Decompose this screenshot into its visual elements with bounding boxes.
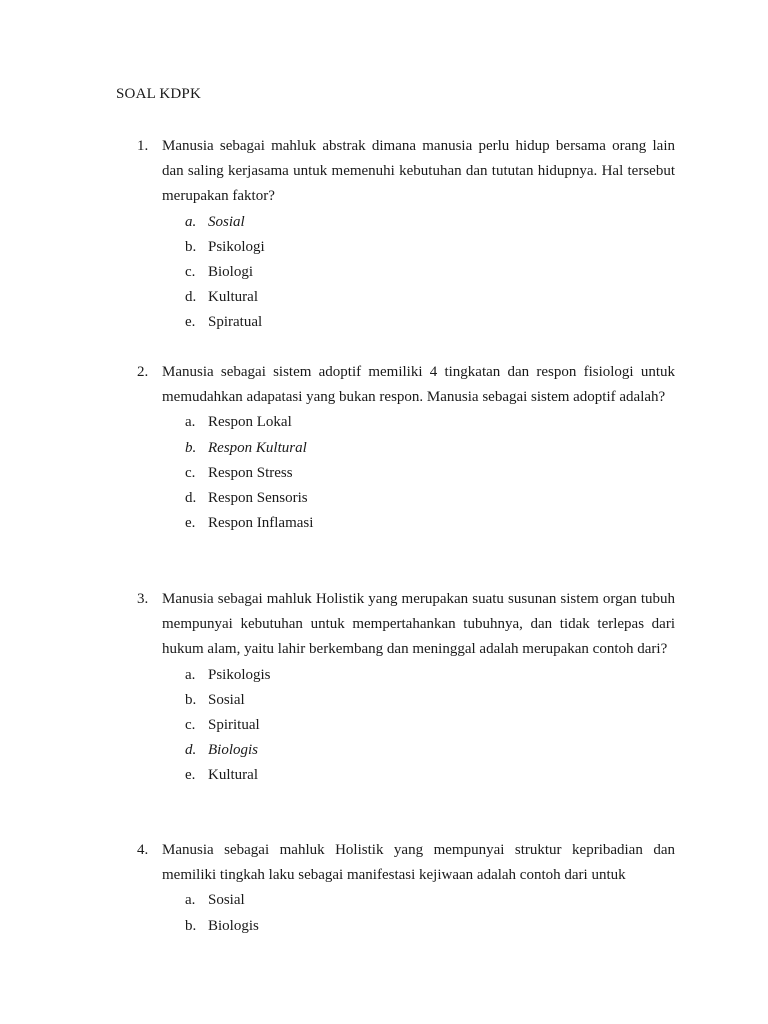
- option-item: [185, 763, 675, 788]
- option-text: Spiratual: [208, 314, 263, 331]
- option-text: Spiritual: [208, 716, 260, 733]
- option-letter: b.: [185, 917, 197, 934]
- option-text: Psikologi: [208, 238, 265, 255]
- option-letter: d.: [185, 489, 197, 506]
- option-item: [185, 914, 675, 939]
- question-text: Manusia sebagai sistem adoptif memiliki 4 tingkatan dan respon fisiologi untuk memudahkan adapatasi yang bukan respon. Manusia sebagai sistem adoptif adalah?: [162, 364, 675, 406]
- question-text: Manusia sebagai mahluk Holistik yang merupakan suatu susunan sistem organ tubuh mempunyai kebutuhan untuk mempertahankan tubuhnya, dan tidak terlepas dari hukum alam, yaitu lahir berkembang dan meninggal adalah merupakan contoh dari?: [162, 591, 675, 658]
- option-letter: e.: [185, 314, 196, 331]
- option-letter: b.: [185, 691, 197, 708]
- option-item: [185, 210, 675, 235]
- option-text: Biologis: [208, 917, 259, 934]
- option-letter: b.: [185, 439, 197, 456]
- option-letter: a.: [185, 414, 196, 431]
- option-text: Respon Stress: [208, 464, 293, 481]
- option-text: Respon Lokal: [208, 414, 292, 431]
- option-text: Sosial: [208, 691, 245, 708]
- document-title: SOAL KDPK: [116, 86, 202, 102]
- question-text: Manusia sebagai mahluk Holistik yang mempunyai struktur kepribadian dan memiliki tingkah laku sebagai manifestasi kejiwaan adalah contoh dari untuk: [162, 842, 675, 884]
- option-letter: e.: [185, 767, 196, 784]
- option-text: Sosial: [208, 892, 245, 909]
- option-item: [185, 235, 675, 260]
- question-1: [137, 134, 675, 336]
- option-letter: a.: [185, 213, 197, 230]
- question-3: [137, 587, 675, 789]
- option-item: [185, 511, 675, 536]
- option-list: [185, 410, 675, 536]
- option-letter: c.: [185, 716, 196, 733]
- option-item: [185, 461, 675, 486]
- option-item: [185, 285, 675, 310]
- option-text: Psikologis: [208, 666, 271, 683]
- question-4: [137, 838, 675, 939]
- option-item: [185, 738, 675, 763]
- option-list: [185, 210, 675, 336]
- option-item: [185, 310, 675, 335]
- option-text: Respon Inflamasi: [208, 515, 314, 532]
- option-text: Sosial: [208, 213, 245, 230]
- option-item: [185, 713, 675, 738]
- question-2: [137, 360, 675, 536]
- option-letter: c.: [185, 263, 196, 280]
- question-number: 1.: [137, 138, 149, 154]
- option-text: Biologi: [208, 263, 254, 280]
- option-list: [185, 663, 675, 789]
- question-number: 3.: [137, 591, 149, 607]
- option-item: [185, 436, 675, 461]
- option-letter: d.: [185, 742, 197, 759]
- question-number: 4.: [137, 842, 149, 858]
- option-list: [185, 888, 675, 938]
- option-text: Kultural: [208, 767, 258, 784]
- option-item: [185, 260, 675, 285]
- option-text: Biologis: [208, 742, 259, 759]
- option-item: [185, 663, 675, 688]
- option-letter: d.: [185, 289, 197, 306]
- option-letter: c.: [185, 464, 196, 481]
- option-letter: e.: [185, 515, 196, 532]
- option-item: [185, 410, 675, 435]
- option-text: Kultural: [208, 289, 258, 306]
- option-item: [185, 486, 675, 511]
- option-text: Respon Sensoris: [208, 489, 308, 506]
- option-text: Respon Kultural: [208, 439, 307, 456]
- option-letter: a.: [185, 666, 196, 683]
- option-letter: a.: [185, 892, 196, 909]
- option-item: [185, 688, 675, 713]
- question-number: 2.: [137, 364, 149, 380]
- option-item: [185, 888, 675, 913]
- question-text: Manusia sebagai mahluk abstrak dimana manusia perlu hidup bersama orang lain dan saling kerjasama untuk memenuhi kebutuhan dan tututan hidupnya. Hal tersebut merupakan faktor?: [162, 138, 675, 205]
- option-letter: b.: [185, 238, 197, 255]
